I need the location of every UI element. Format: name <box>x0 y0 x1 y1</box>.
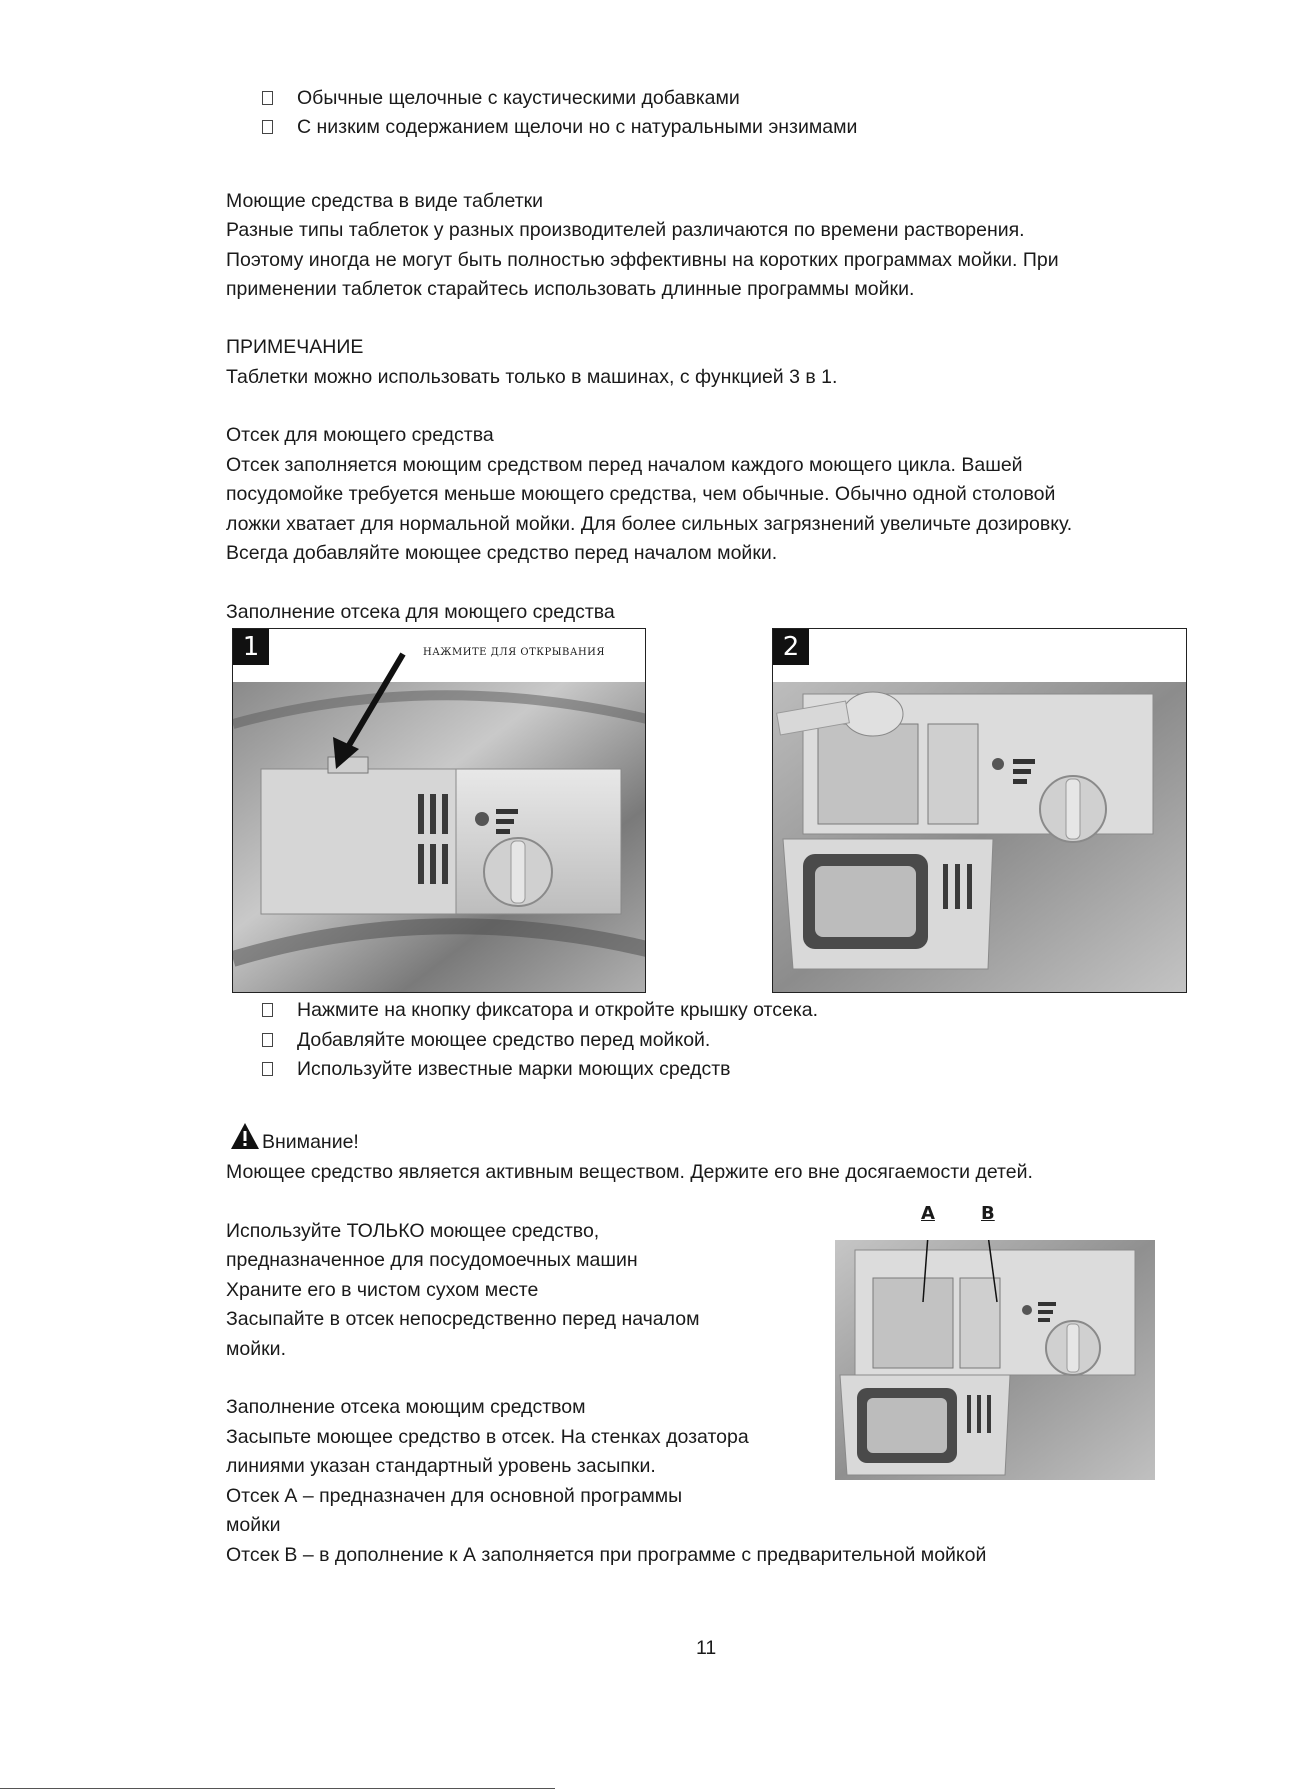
dispenser-open-photo <box>772 628 1187 993</box>
usage-line: Засыпайте в отсек непосредственно перед началом <box>226 1308 700 1330</box>
tablets-line: Разные типы таблеток у разных производителей различаются по времени растворения. <box>226 219 1025 241</box>
usage-line: мойки. <box>226 1338 286 1360</box>
usage-line: предназначенное для посудомоечных машин <box>226 1249 638 1271</box>
fill-line: Засыпьте моющее средство в отсек. На стенках дозатора <box>226 1426 749 1448</box>
warning-title: Внимание! <box>262 1131 359 1153</box>
dispenser-closed-illustration <box>233 629 646 993</box>
fill-heading: Заполнение отсека моющим средством <box>226 1396 586 1418</box>
bullet-box-icon <box>262 1062 273 1076</box>
compartment-line: Всегда добавляйте моющее средство перед началом мойки. <box>226 542 778 564</box>
dispenser-open-illustration <box>773 629 1187 993</box>
warning-icon <box>230 1122 260 1150</box>
label-b: B <box>981 1203 995 1224</box>
photo-number: 2 <box>773 629 809 665</box>
compartment-line: посудомойке требуется меньше моющего средства, чем обычные. Обычно одной столовой <box>226 483 1056 505</box>
compartment-line: ложки хватает для нормальной мойки. Для более сильных загрязнений увеличьте дозировку. <box>226 513 1073 535</box>
tablets-line: Поэтому иногда не могут быть полностью эффективны на коротких программах мойки. При <box>226 249 1059 271</box>
filling-heading: Заполнение отсека для моющего средства <box>226 601 615 623</box>
compartment-line: Отсек заполняется моющим средством перед началом каждого моющего цикла. Вашей <box>226 454 1023 476</box>
bullet-box-icon <box>262 120 273 134</box>
note-heading: ПРИМЕЧАНИЕ <box>226 336 364 358</box>
fill-line: Отсек А – предназначен для основной программы <box>226 1485 683 1507</box>
fill-line: Отсек В – в дополнение к А заполняется при программе с предварительной мойкой <box>226 1544 987 1566</box>
bullet-box-icon <box>262 1033 273 1047</box>
photo-number: 1 <box>233 629 269 665</box>
dispenser-compartments-photo <box>835 1240 1155 1480</box>
usage-line: Храните его в чистом сухом месте <box>226 1279 539 1301</box>
label-a: A <box>921 1203 935 1224</box>
fill-line: линиями указан стандартный уровень засыпки. <box>226 1455 656 1477</box>
tablets-line: применении таблеток старайтесь использовать длинные программы мойки. <box>226 278 915 300</box>
footer-rule <box>0 1788 555 1789</box>
warning-text: Моющее средство является активным веществом. Держите его вне досягаемости детей. <box>226 1161 1033 1183</box>
dispenser-closed-photo <box>232 628 646 993</box>
usage-line: Используйте ТОЛЬКО моющее средство, <box>226 1220 600 1242</box>
page-number: 11 <box>696 1637 717 1659</box>
dispenser-compartments-illustration <box>835 1240 1155 1480</box>
bullet-box-icon <box>262 91 273 105</box>
compartment-heading: Отсек для моющего средства <box>226 424 494 446</box>
note-text: Таблетки можно использовать только в машинах, с функцией 3 в 1. <box>226 366 838 388</box>
photo-caption: НАЖМИТЕ ДЛЯ ОТКРЫВАНИЯ <box>423 647 605 658</box>
tablets-heading: Моющие средства в виде таблетки <box>226 190 544 212</box>
bullet-box-icon <box>262 1003 273 1017</box>
fill-line: мойки <box>226 1514 281 1536</box>
